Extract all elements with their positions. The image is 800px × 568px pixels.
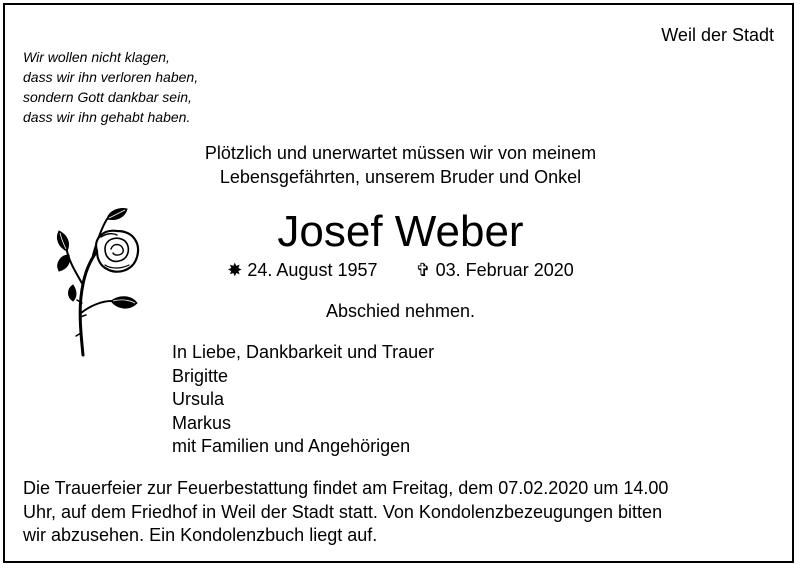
mourner-line: Ursula xyxy=(172,389,225,409)
obituary-card xyxy=(3,3,794,563)
intro-line: Plötzlich und unerwartet müssen wir von meinem xyxy=(204,143,597,163)
funeral-notice xyxy=(23,477,783,548)
poem-line: Wir wollen nicht klagen, xyxy=(23,49,170,65)
death-cross-icon: ✞ xyxy=(415,260,431,280)
mourner-line: In Liebe, Dankbarkeit und Trauer xyxy=(172,342,435,362)
mourners-list xyxy=(172,341,434,459)
notice-line: wir abzusehen. Ein Kondolenzbuch liegt auf. xyxy=(23,525,378,545)
poem xyxy=(23,47,198,127)
notice-line: Uhr, auf dem Friedhof in Weil der Stadt statt. Von Kondolenzbezeugungen bitten xyxy=(23,501,663,522)
poem-line: dass wir ihn verloren haben, xyxy=(23,69,199,85)
birth-date: 24. August 1957 xyxy=(247,260,378,280)
birth-star-icon: ✸ xyxy=(227,260,243,280)
poem-line: dass wir ihn gehabt haben. xyxy=(23,109,191,125)
life-dates xyxy=(5,258,796,282)
farewell-text: Abschied nehmen. xyxy=(325,301,476,321)
intro-text xyxy=(5,141,796,189)
mourner-line: Markus xyxy=(172,412,232,433)
notice-line: Die Trauerfeier zur Feuerbestattung findet am Freitag, dem 07.02.2020 um 14.00 xyxy=(23,478,669,498)
mourner-line: mit Familien und Angehörigen xyxy=(172,436,411,456)
deceased-name: Josef Weber xyxy=(277,207,524,256)
mourner-line: Brigitte xyxy=(172,365,229,386)
poem-line: sondern Gott dankbar sein, xyxy=(23,89,192,105)
death-date: 03. Februar 2020 xyxy=(435,260,574,280)
place-name: Weil der Stadt xyxy=(661,25,774,45)
intro-line: Lebensgefährten, unserem Bruder und Onkel xyxy=(219,167,582,187)
